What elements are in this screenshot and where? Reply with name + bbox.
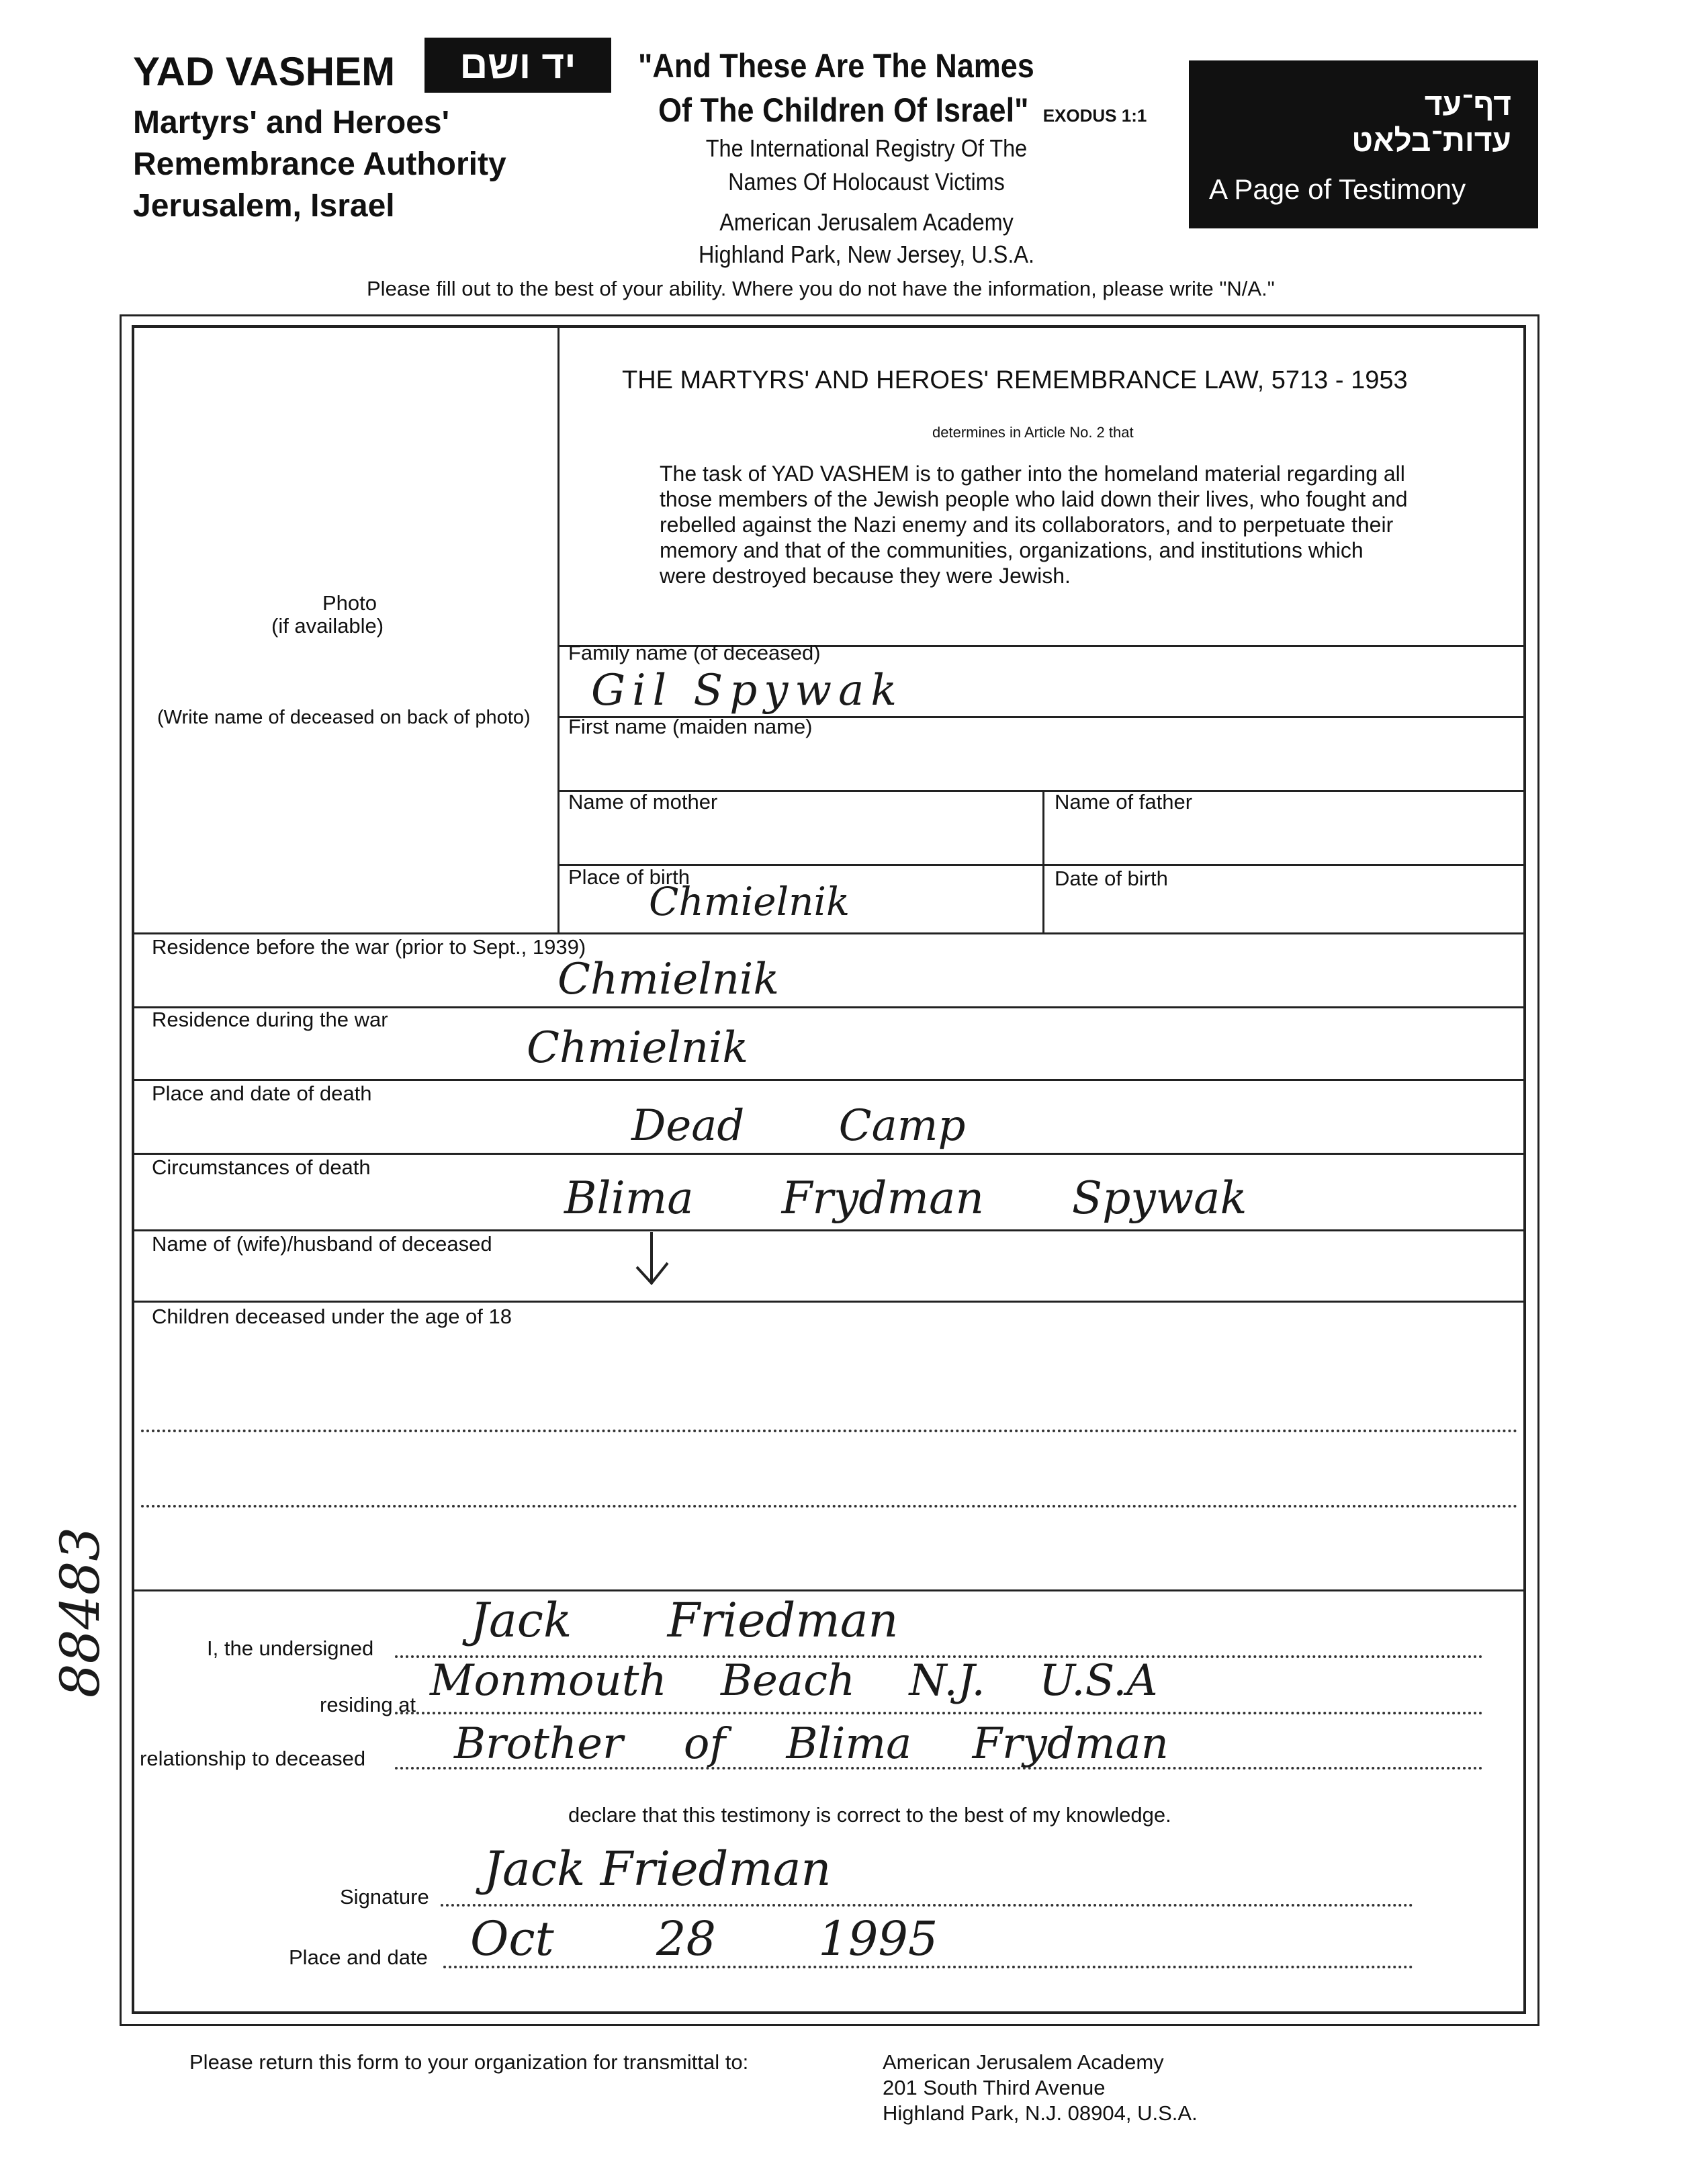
page-of-testimony-badge [1189, 60, 1538, 228]
children-line-1 [141, 1430, 1518, 1432]
birth-date-label: Date of birth [1055, 867, 1168, 890]
title-line-2-row [658, 89, 1173, 132]
relationship-value: Brother of Blima Frydman [454, 1719, 1169, 1769]
academy-line-1: American Jerusalem Academy [719, 208, 1014, 236]
signature-value: Jack Friedman [484, 1841, 832, 1896]
residence-before-value: Chmielnik [557, 955, 780, 1004]
signature-label: Signature [340, 1885, 429, 1909]
address-line-3: Highland Park, N.J. 08904, U.S.A. [883, 2101, 1198, 2125]
badge-hebrew-1: דף־עד [1424, 87, 1511, 122]
law-subtitle: determines in Article No. 2 that [932, 424, 1134, 441]
return-text: Please return this form to your organization for transmittal to: [189, 2050, 749, 2074]
org-line-3: Jerusalem, Israel [133, 188, 395, 224]
academy-line-2: Highland Park, New Jersey, U.S.A. [698, 241, 1034, 268]
badge-hebrew-2: עדות־בלאט [1351, 123, 1511, 158]
law-text [660, 461, 1408, 588]
org-name: YAD VASHEM [133, 49, 396, 94]
family-name-value: Gil Spywak [591, 666, 904, 715]
law-title: THE MARTYRS' AND HEROES' REMEMBRANCE LAW, 5713 - 1953 [622, 366, 1408, 394]
residing-label: residing at [320, 1693, 416, 1716]
margin-number: 88483 [49, 1526, 111, 1698]
birth-row-bottom [132, 932, 1526, 934]
law-line: were destroyed because they were Jewish. [660, 564, 1071, 588]
title-line-1: "And These Are The Names [638, 47, 1034, 85]
law-line: The task of YAD VASHEM is to gather into the homeland material regarding all [660, 462, 1405, 486]
registry-line-2: Names Of Holocaust Victims [728, 168, 1005, 195]
law-line: those members of the Jewish people who laid down their lives, who fought and [660, 487, 1408, 511]
instruction-text: Please fill out to the best of your ability. Where you do not have the information, please write "N/A." [367, 277, 1275, 300]
circumstances-value: Blima Frydman Spywak [564, 1172, 1247, 1224]
law-line: rebelled against the Nazi enemy and its collaborators, and to perpetuate their [660, 513, 1394, 537]
children-line-2 [141, 1505, 1518, 1508]
res-during-bottom [132, 1079, 1526, 1081]
photo-note: (Write name of deceased on back of photo) [157, 707, 531, 728]
declare-text: declare that this testimony is correct to the best of my knowledge. [568, 1803, 1171, 1827]
death-place-bottom [132, 1153, 1526, 1155]
birth-place-value: Chmielnik [649, 879, 850, 924]
residing-line [395, 1712, 1483, 1714]
photo-divider [557, 325, 560, 932]
spouse-bottom [132, 1301, 1526, 1303]
residing-value: Monmouth Beach N.J. U.S.A [430, 1656, 1158, 1706]
relationship-label: relationship to deceased [140, 1747, 366, 1770]
father-label: Name of father [1055, 790, 1193, 814]
place-date-value: Oct 28 1995 [470, 1911, 938, 1966]
circumstances-label: Circumstances of death [152, 1155, 371, 1179]
parents-divider [1042, 790, 1044, 932]
badge-english: A Page of Testimony [1209, 173, 1466, 205]
exodus-ref: EXODUS 1:1 [1042, 105, 1147, 126]
org-line-2: Remembrance Authority [133, 146, 506, 182]
org-hebrew-logo: יד ושם [424, 38, 611, 93]
address-line-2: 201 South Third Avenue [883, 2076, 1106, 2099]
children-bottom [132, 1589, 1526, 1591]
photo-sublabel: (if available) [271, 614, 384, 638]
residence-during-value: Chmielnik [527, 1023, 749, 1073]
death-place-value: Dead Camp [631, 1101, 966, 1151]
photo-label: Photo [322, 591, 377, 615]
children-label: Children deceased under the age of 18 [152, 1305, 512, 1328]
birth-place-label: Place of birth [568, 865, 690, 889]
address-line-1: American Jerusalem Academy [883, 2050, 1164, 2074]
death-place-label: Place and date of death [152, 1082, 372, 1105]
family-name-label: Family name (of deceased) [568, 641, 821, 664]
undersigned-value: Jack Friedman [470, 1593, 899, 1648]
parents-row-bottom [557, 864, 1526, 866]
undersigned-label: I, the undersigned [207, 1636, 374, 1660]
title-line-2: Of The Children Of Israel" [658, 91, 1029, 129]
place-date-label: Place and date [289, 1946, 428, 1969]
circumstances-bottom [132, 1229, 1526, 1231]
first-name-label: First name (maiden name) [568, 715, 813, 738]
registry-line-1: The International Registry Of The [705, 134, 1028, 162]
residence-during-label: Residence during the war [152, 1008, 388, 1031]
org-line-1: Martyrs' and Heroes' [133, 105, 449, 140]
arrow-down-icon [625, 1229, 678, 1290]
residence-before-label: Residence before the war (prior to Sept., 1939) [152, 935, 586, 959]
signature-line [441, 1904, 1413, 1907]
spouse-label: Name of (wife)/husband of deceased [152, 1232, 492, 1256]
law-line: memory and that of the communities, organizations, and institutions which [660, 538, 1364, 562]
mother-label: Name of mother [568, 790, 718, 814]
